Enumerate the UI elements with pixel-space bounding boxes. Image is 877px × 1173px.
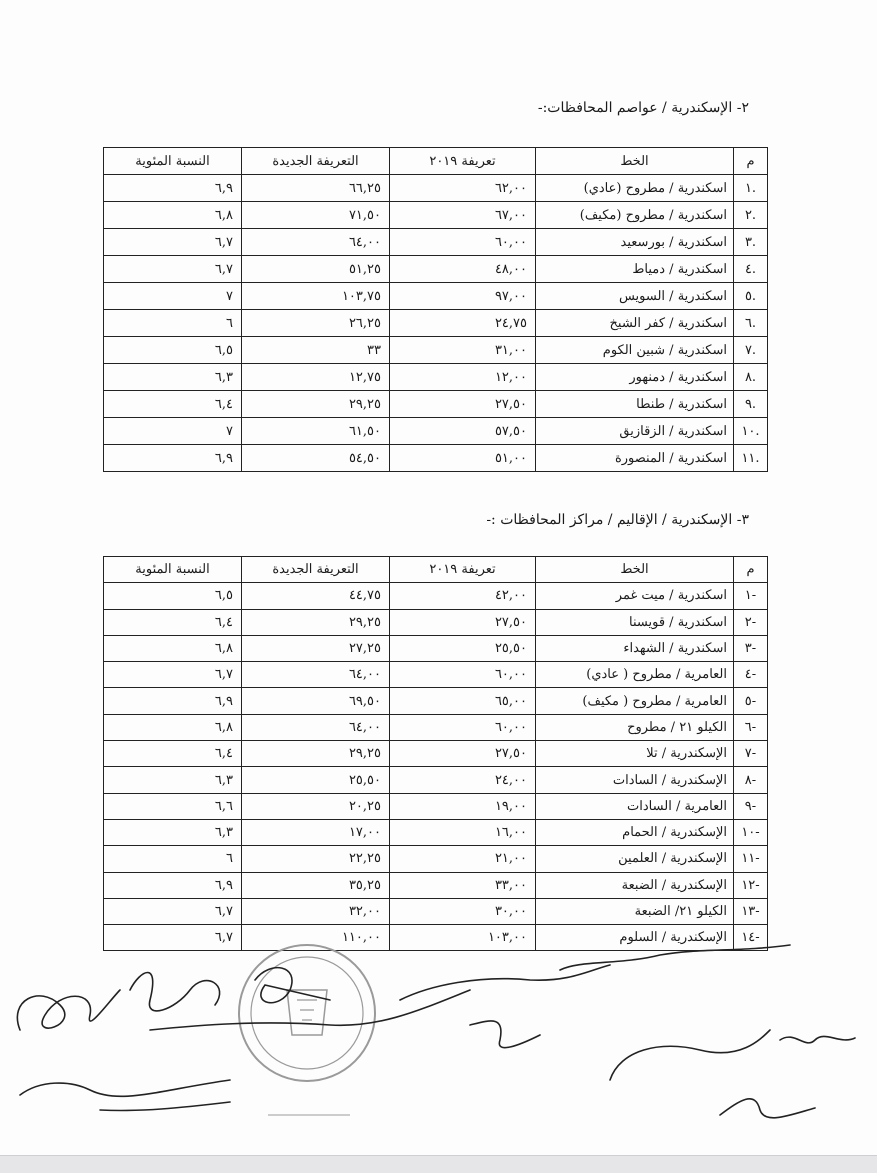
- new-fare-cell: ١١٠,٠٠: [242, 925, 390, 951]
- col-header-percent: النسبة المئوية: [104, 557, 242, 583]
- new-fare-cell: ٢٢,٢٥: [242, 846, 390, 872]
- new-fare-cell: ٦١,٥٠: [242, 418, 390, 445]
- percent-cell: ٦,٩: [104, 872, 242, 898]
- percent-cell: ٧: [104, 418, 242, 445]
- section-2-heading: ٢- الإسكندرية / عواصم المحافظات:-: [537, 100, 749, 116]
- official-seal-icon: [239, 945, 375, 1115]
- percent-cell: ٦,٨: [104, 202, 242, 229]
- regions-fare-table: [103, 556, 768, 951]
- percent-cell: ٦,٧: [104, 229, 242, 256]
- old-fare-cell: ١٢,٠٠: [390, 364, 536, 391]
- line-name-cell: الإسكندرية / الضبعة: [536, 872, 734, 898]
- col-header-line: الخط: [536, 557, 734, 583]
- old-fare-cell: ٤٨,٠٠: [390, 256, 536, 283]
- table-row: [104, 714, 768, 740]
- percent-cell: ٦,٤: [104, 741, 242, 767]
- old-fare-cell: ٤٢,٠٠: [390, 583, 536, 609]
- row-number-cell: .١١: [734, 445, 768, 472]
- line-name-cell: العامرية / السادات: [536, 793, 734, 819]
- new-fare-cell: ١٠٣,٧٥: [242, 283, 390, 310]
- table-row: [104, 819, 768, 845]
- old-fare-cell: ٢٧,٥٠: [390, 609, 536, 635]
- section-3-heading: ٣- الإسكندرية / الإقاليم / مراكز المحافظات :-: [486, 512, 749, 528]
- line-name-cell: الكيلو ٢١/ الضبعة: [536, 898, 734, 924]
- table-row: [104, 229, 768, 256]
- table-row: [104, 925, 768, 951]
- capitals-table-body: [104, 175, 768, 472]
- new-fare-cell: ٦٦,٢٥: [242, 175, 390, 202]
- old-fare-cell: ٦٧,٠٠: [390, 202, 536, 229]
- new-fare-cell: ١٧,٠٠: [242, 819, 390, 845]
- old-fare-cell: ١٠٣,٠٠: [390, 925, 536, 951]
- percent-cell: ٦,٥: [104, 583, 242, 609]
- new-fare-cell: ٢٦,٢٥: [242, 310, 390, 337]
- row-number-cell: -٦: [734, 714, 768, 740]
- old-fare-cell: ٦٥,٠٠: [390, 688, 536, 714]
- percent-cell: ٦,٩: [104, 688, 242, 714]
- percent-cell: ٦,٧: [104, 256, 242, 283]
- new-fare-cell: ١٢,٧٥: [242, 364, 390, 391]
- row-number-cell: -١٤: [734, 925, 768, 951]
- table-row: [104, 418, 768, 445]
- line-name-cell: اسكندرية / كفر الشيخ: [536, 310, 734, 337]
- col-header-old-fare: تعريفة ٢٠١٩: [390, 148, 536, 175]
- table-row: [104, 662, 768, 688]
- line-name-cell: اسكندرية / مطروح (مكيف): [536, 202, 734, 229]
- percent-cell: ٦,٤: [104, 609, 242, 635]
- old-fare-cell: ٩٧,٠٠: [390, 283, 536, 310]
- new-fare-cell: ٢٥,٥٠: [242, 767, 390, 793]
- capitals-fare-table: [103, 147, 768, 472]
- percent-cell: ٦,٨: [104, 714, 242, 740]
- old-fare-cell: ٦٠,٠٠: [390, 662, 536, 688]
- row-number-cell: -٢: [734, 609, 768, 635]
- new-fare-cell: ٦٤,٠٠: [242, 662, 390, 688]
- table-row: [104, 688, 768, 714]
- line-name-cell: الإسكندرية / تلا: [536, 741, 734, 767]
- percent-cell: ٧: [104, 283, 242, 310]
- new-fare-cell: ٥١,٢٥: [242, 256, 390, 283]
- new-fare-cell: ٦٤,٠٠: [242, 714, 390, 740]
- table-row: [104, 256, 768, 283]
- line-name-cell: اسكندرية / قويسنا: [536, 609, 734, 635]
- new-fare-cell: ٢٩,٢٥: [242, 391, 390, 418]
- percent-cell: ٦,٩: [104, 445, 242, 472]
- line-name-cell: الإسكندرية / السادات: [536, 767, 734, 793]
- row-number-cell: .٣: [734, 229, 768, 256]
- new-fare-cell: ٤٤,٧٥: [242, 583, 390, 609]
- col-header-number: م: [734, 148, 768, 175]
- old-fare-cell: ٢٤,٠٠: [390, 767, 536, 793]
- bottom-scroll-edge: [0, 1155, 877, 1173]
- percent-cell: ٦: [104, 310, 242, 337]
- row-number-cell: .٧: [734, 337, 768, 364]
- line-name-cell: الإسكندرية / الحمام: [536, 819, 734, 845]
- old-fare-cell: ٦٠,٠٠: [390, 714, 536, 740]
- percent-cell: ٦,٣: [104, 819, 242, 845]
- col-header-line: الخط: [536, 148, 734, 175]
- col-header-number: م: [734, 557, 768, 583]
- old-fare-cell: ١٦,٠٠: [390, 819, 536, 845]
- percent-cell: ٦,٩: [104, 175, 242, 202]
- line-name-cell: العامرية / مطروح ( عادي): [536, 662, 734, 688]
- line-name-cell: اسكندرية / مطروح (عادي): [536, 175, 734, 202]
- row-number-cell: .٥: [734, 283, 768, 310]
- table-row: [104, 767, 768, 793]
- old-fare-cell: ٦٢,٠٠: [390, 175, 536, 202]
- old-fare-cell: ٢٤,٧٥: [390, 310, 536, 337]
- row-number-cell: .١: [734, 175, 768, 202]
- row-number-cell: -١٠: [734, 819, 768, 845]
- row-number-cell: -٤: [734, 662, 768, 688]
- table-row: [104, 583, 768, 609]
- old-fare-cell: ١٩,٠٠: [390, 793, 536, 819]
- col-header-new-fare: التعريفة الجديدة: [242, 557, 390, 583]
- table-row: [104, 898, 768, 924]
- new-fare-cell: ٢٧,٢٥: [242, 635, 390, 661]
- row-number-cell: .٩: [734, 391, 768, 418]
- line-name-cell: اسكندرية / المنصورة: [536, 445, 734, 472]
- old-fare-cell: ٥٧,٥٠: [390, 418, 536, 445]
- line-name-cell: اسكندرية / طنطا: [536, 391, 734, 418]
- line-name-cell: الإسكندرية / السلوم: [536, 925, 734, 951]
- line-name-cell: اسكندرية / بورسعيد: [536, 229, 734, 256]
- line-name-cell: اسكندرية / شبين الكوم: [536, 337, 734, 364]
- old-fare-cell: ٦٠,٠٠: [390, 229, 536, 256]
- col-header-new-fare: التعريفة الجديدة: [242, 148, 390, 175]
- percent-cell: ٦,٤: [104, 391, 242, 418]
- new-fare-cell: ٥٤,٥٠: [242, 445, 390, 472]
- table-row: [104, 310, 768, 337]
- line-name-cell: الكيلو ٢١ / مطروح: [536, 714, 734, 740]
- new-fare-cell: ٢٠,٢٥: [242, 793, 390, 819]
- row-number-cell: -٨: [734, 767, 768, 793]
- row-number-cell: .٤: [734, 256, 768, 283]
- percent-cell: ٦,٧: [104, 925, 242, 951]
- percent-cell: ٦,٣: [104, 767, 242, 793]
- row-number-cell: -١٣: [734, 898, 768, 924]
- table-row: [104, 202, 768, 229]
- row-number-cell: -١١: [734, 846, 768, 872]
- line-name-cell: العامرية / مطروح ( مكيف): [536, 688, 734, 714]
- table-header-row: [104, 557, 768, 583]
- old-fare-cell: ٢٥,٥٠: [390, 635, 536, 661]
- old-fare-cell: ٣١,٠٠: [390, 337, 536, 364]
- old-fare-cell: ٢٧,٥٠: [390, 391, 536, 418]
- new-fare-cell: ٦٤,٠٠: [242, 229, 390, 256]
- row-number-cell: -٥: [734, 688, 768, 714]
- new-fare-cell: ٣٥,٢٥: [242, 872, 390, 898]
- percent-cell: ٦,٦: [104, 793, 242, 819]
- table-row: [104, 793, 768, 819]
- line-name-cell: اسكندرية / الشهداء: [536, 635, 734, 661]
- old-fare-cell: ٢٧,٥٠: [390, 741, 536, 767]
- row-number-cell: -٧: [734, 741, 768, 767]
- line-name-cell: الإسكندرية / العلمين: [536, 846, 734, 872]
- signatures-and-seal: [0, 930, 877, 1155]
- row-number-cell: -٩: [734, 793, 768, 819]
- row-number-cell: .٨: [734, 364, 768, 391]
- old-fare-cell: ٥١,٠٠: [390, 445, 536, 472]
- table-row: [104, 635, 768, 661]
- percent-cell: ٦,٨: [104, 635, 242, 661]
- percent-cell: ٦,٣: [104, 364, 242, 391]
- new-fare-cell: ٢٩,٢٥: [242, 609, 390, 635]
- row-number-cell: -١٢: [734, 872, 768, 898]
- line-name-cell: اسكندرية / ميت غمر: [536, 583, 734, 609]
- col-header-percent: النسبة المئوية: [104, 148, 242, 175]
- table-row: [104, 872, 768, 898]
- table-row: [104, 175, 768, 202]
- percent-cell: ٦,٧: [104, 662, 242, 688]
- table-row: [104, 337, 768, 364]
- new-fare-cell: ٧١,٥٠: [242, 202, 390, 229]
- table-row: [104, 364, 768, 391]
- col-header-old-fare: تعريفة ٢٠١٩: [390, 557, 536, 583]
- line-name-cell: اسكندرية / دمنهور: [536, 364, 734, 391]
- table-row: [104, 445, 768, 472]
- new-fare-cell: ٢٩,٢٥: [242, 741, 390, 767]
- table-row: [104, 391, 768, 418]
- row-number-cell: -١: [734, 583, 768, 609]
- old-fare-cell: ٣٣,٠٠: [390, 872, 536, 898]
- line-name-cell: اسكندرية / دمياط: [536, 256, 734, 283]
- percent-cell: ٦: [104, 846, 242, 872]
- row-number-cell: -٣: [734, 635, 768, 661]
- table-row: [104, 741, 768, 767]
- percent-cell: ٦,٥: [104, 337, 242, 364]
- percent-cell: ٦,٧: [104, 898, 242, 924]
- table-row: [104, 609, 768, 635]
- table-row: [104, 846, 768, 872]
- row-number-cell: .٢: [734, 202, 768, 229]
- table-row: [104, 283, 768, 310]
- table-header-row: [104, 148, 768, 175]
- line-name-cell: اسكندرية / الزقازيق: [536, 418, 734, 445]
- row-number-cell: .١٠: [734, 418, 768, 445]
- new-fare-cell: ٦٩,٥٠: [242, 688, 390, 714]
- new-fare-cell: ٣٣: [242, 337, 390, 364]
- new-fare-cell: ٣٢,٠٠: [242, 898, 390, 924]
- line-name-cell: اسكندرية / السويس: [536, 283, 734, 310]
- old-fare-cell: ٣٠,٠٠: [390, 898, 536, 924]
- signature-icon: [17, 945, 855, 1118]
- regions-table-body: [104, 583, 768, 951]
- row-number-cell: .٦: [734, 310, 768, 337]
- old-fare-cell: ٢١,٠٠: [390, 846, 536, 872]
